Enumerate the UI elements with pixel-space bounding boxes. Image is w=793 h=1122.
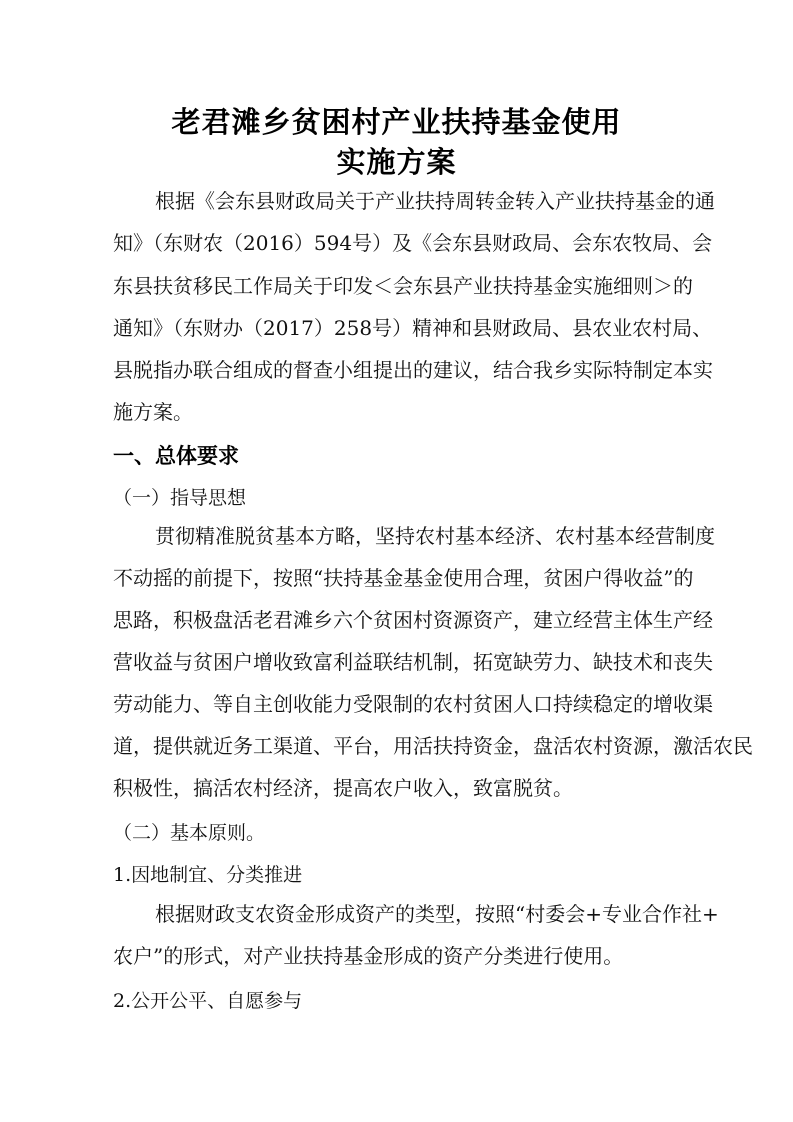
principle-heading: 2.公开公平、自愿参与 [113,990,303,1012]
intro-line: 县脱指办联合组成的督查小组提出的建议，结合我乡实际特制定本实 [113,358,713,382]
intro-line: 通知》（东财办（2017）258号）精神和县财政局、县农业农村局、 [113,316,713,340]
principle-line: 根据财政支农资金形成资产的类型，按照“村委会+专业合作社+ [155,902,719,926]
subsection-heading: （二）基本原则。 [113,822,266,844]
guiding-line: 道，提供就近务工渠道、平台，用活扶持资金，盘活农村资源，激活农民 [113,734,753,758]
document-title-line-2: 实施方案 [336,145,457,179]
guiding-line: 不动摇的前提下，按照“扶持基金基金使用合理，贫困户得收益”的 [113,566,694,590]
intro-line: 根据《会东县财政局关于产业扶持周转金转入产业扶持基金的通 [155,189,715,213]
guiding-line: 营收益与贫困户增收致富利益联结机制，拓宽缺劳力、缺技术和丧失 [113,650,713,674]
guiding-line: 思路，积极盘活老君滩乡六个贫困村资源资产，建立经营主体生产经 [113,608,713,632]
intro-line: 施方案。 [113,400,193,424]
principle-line: 农户”的形式，对产业扶持基金形成的资产分类进行使用。 [113,944,624,968]
intro-line: 东县扶贫移民工作局关于印发＜会东县产业扶持基金实施细则＞的 [113,274,693,298]
intro-line: 知》（东财农（2016）594号）及《会东县财政局、会东农牧局、会 [113,231,713,255]
section-heading: 一、总体要求 [113,444,239,468]
guiding-line: 劳动能力、等自主创收能力受限制的农村贫困人口持续稳定的增收渠 [113,692,713,716]
document-title-line-1: 老君滩乡贫困村产业扶持基金使用 [171,105,622,139]
subsection-heading: （一）指导思想 [113,487,247,509]
principle-heading: 1.因地制宜、分类推进 [113,864,303,886]
guiding-line: 积极性，搞活农村经济，提高农户收入，致富脱贫。 [113,776,573,800]
guiding-line: 贯彻精准脱贫基本方略，坚持农村基本经济、农村基本经营制度 [155,524,715,548]
